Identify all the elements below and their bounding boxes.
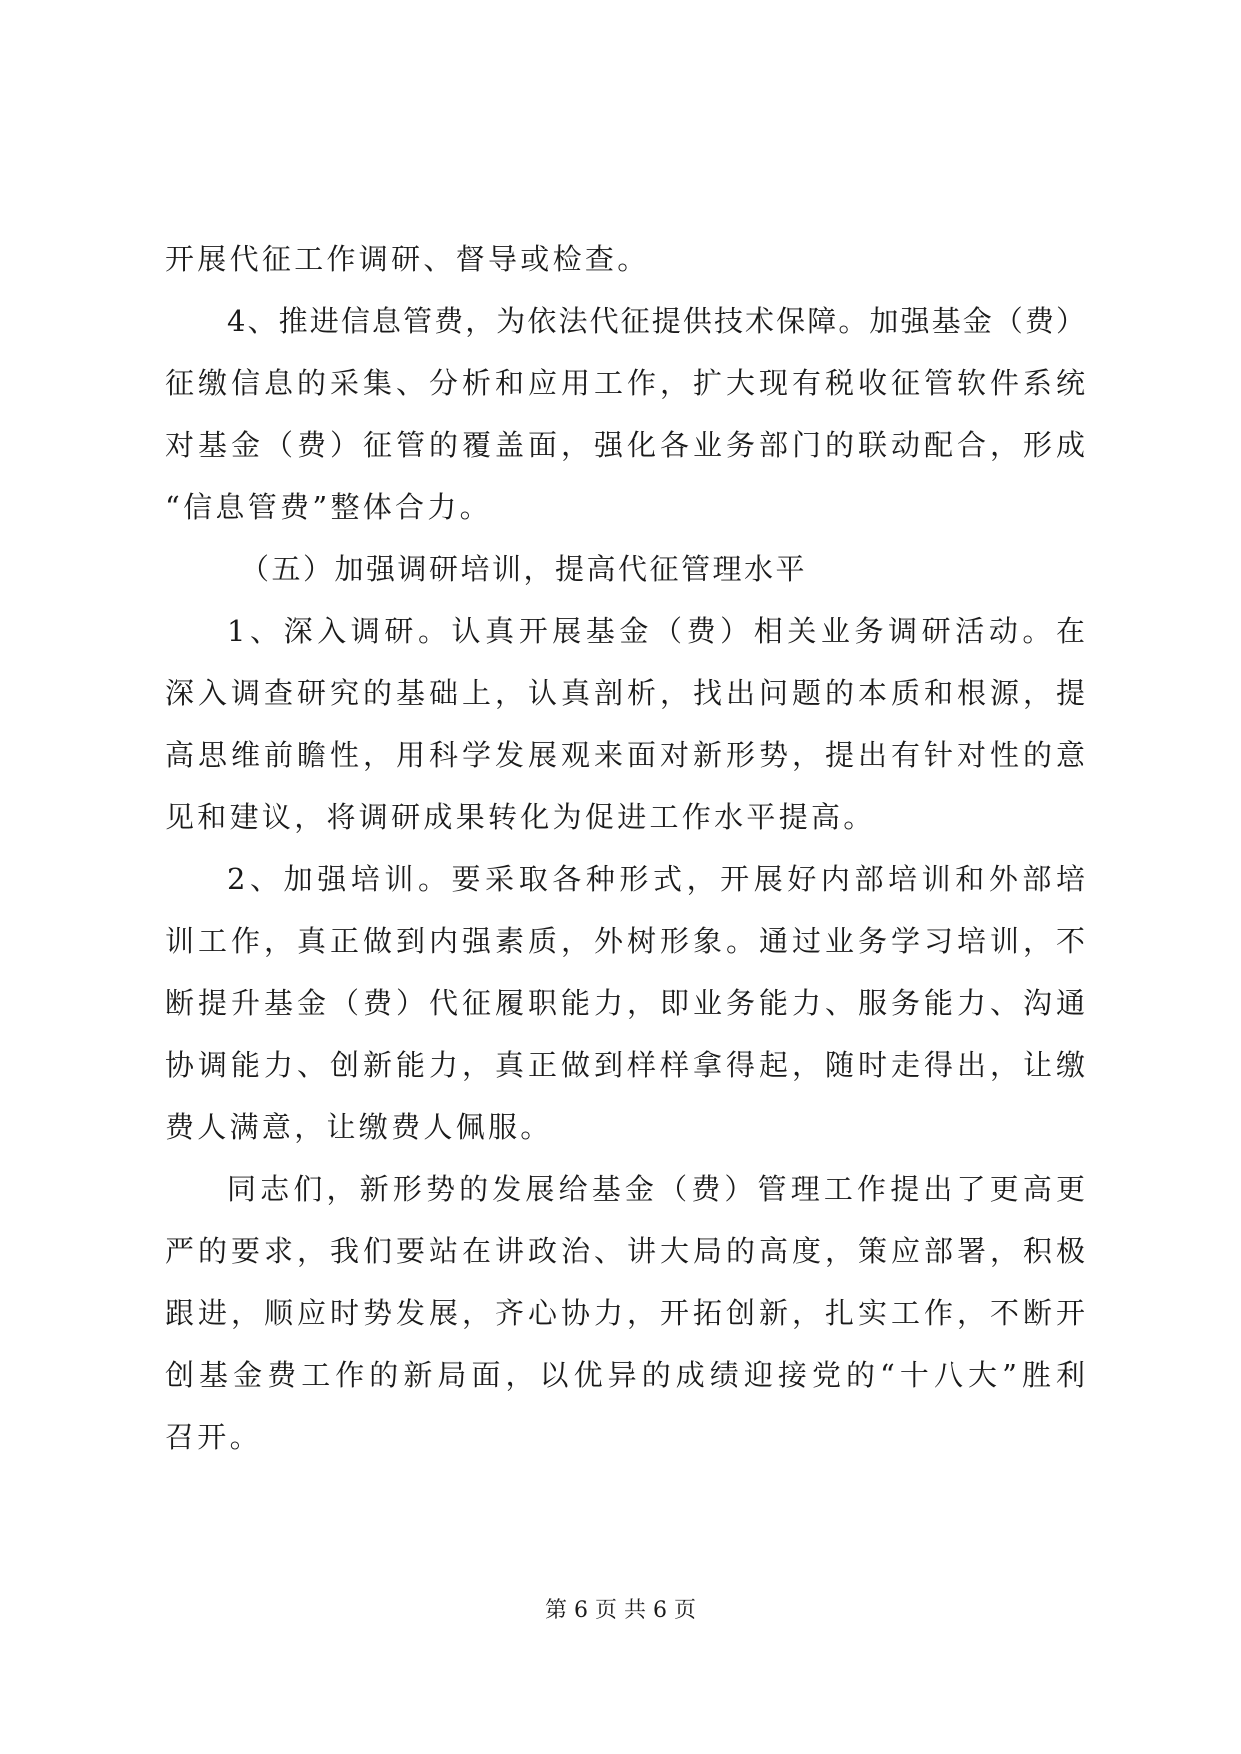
paragraph-line: “信息管费”整体合力。: [165, 490, 492, 524]
paragraph-line: 对基金（费）征管的覆盖面，强化各业务部门的联动配合，形成: [165, 428, 1085, 462]
paragraph-line: 训工作，真正做到内强素质，外树形象。通过业务学习培训，不: [165, 924, 1085, 958]
section-heading: （五）加强调研培训，提高代征管理水平: [240, 552, 808, 586]
document-body: [165, 228, 1085, 1468]
paragraph-line: 开展代征工作调研、督导或检查。: [165, 242, 650, 276]
paragraph-line: 征缴信息的采集、分析和应用工作，扩大现有税收征管软件系统: [165, 366, 1085, 400]
page-footer: 第 6 页 共 6 页: [545, 1598, 696, 1623]
paragraph-line: 2、加强培训。要采取各种形式，开展好内部培训和外部培: [227, 862, 1085, 896]
paragraph-line: 严的要求，我们要站在讲政治、讲大局的高度，策应部署，积极: [165, 1234, 1085, 1268]
paragraph-line: 跟进，顺应时势发展，齐心协力，开拓创新，扎实工作，不断开: [165, 1296, 1085, 1330]
paragraph-line: 召开。: [165, 1420, 262, 1454]
paragraph-line: 高思维前瞻性，用科学发展观来面对新形势，提出有针对性的意: [165, 738, 1085, 772]
paragraph-line: 创基金费工作的新局面，以优异的成绩迎接党的“十八大”胜利: [165, 1358, 1085, 1392]
paragraph-line: 协调能力、创新能力，真正做到样样拿得起，随时走得出，让缴: [165, 1048, 1085, 1082]
paragraph-line: 深入调查研究的基础上，认真剖析，找出问题的本质和根源，提: [165, 676, 1085, 710]
paragraph-line: 见和建议，将调研成果转化为促进工作水平提高。: [165, 800, 876, 834]
paragraph-line: 1、深入调研。认真开展基金（费）相关业务调研活动。在: [227, 614, 1085, 648]
paragraph-line: 费人满意，让缴费人佩服。: [165, 1110, 553, 1144]
paragraph-line: 4、推进信息管费，为依法代征提供技术保障。加强基金（费）: [227, 304, 1085, 338]
paragraph-line: 断提升基金（费）代征履职能力，即业务能力、服务能力、沟通: [165, 986, 1085, 1020]
paragraph-line: 同志们，新形势的发展给基金（费）管理工作提出了更高更: [227, 1172, 1085, 1206]
